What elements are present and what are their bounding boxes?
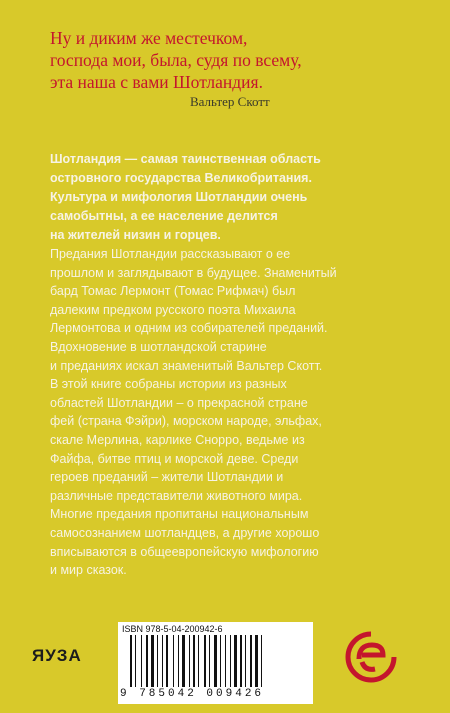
lead-line: самобытны, а ее население делится	[50, 209, 278, 223]
epigraph-line: господа мои, была, судя по всему,	[50, 50, 302, 70]
body-line: Предания Шотландии рассказывают о ее	[50, 247, 291, 261]
body-line: вписываются в общеевропейскую мифологию	[50, 544, 319, 559]
barcode-bar	[255, 635, 258, 687]
body-line: областей Шотландии – о прекрасной стране	[50, 395, 308, 410]
barcode-bar	[240, 635, 242, 687]
body-line: различные представители животного мира.	[50, 488, 303, 503]
body-line: Многие предания пропитаны национальным	[50, 507, 309, 522]
body-paragraph	[50, 245, 430, 580]
barcode-bar	[214, 635, 217, 687]
barcode-bars	[130, 635, 302, 687]
body-line: далеким предком русского поэта Михаила	[50, 302, 296, 317]
barcode-bar	[198, 635, 199, 687]
barcode-block	[118, 622, 313, 704]
eksmo-logo-icon	[345, 631, 397, 683]
barcode-bar	[141, 635, 142, 687]
body-line: В этой книге собраны истории из разных	[50, 377, 287, 392]
body-line: и преданиях искал знаменитый Вальтер Скотт.	[50, 358, 323, 373]
body-line: прошлом и заглядывают в будущее. Знаменитый	[50, 265, 337, 280]
lead-line: островного государства Великобритания.	[50, 171, 312, 185]
barcode-bar	[250, 635, 252, 687]
lead-line: Шотландия — самая таинственная область	[50, 152, 321, 166]
barcode-bar	[261, 635, 262, 687]
barcode-bar	[230, 635, 231, 687]
barcode-bar	[245, 635, 246, 687]
lead-line: Культура и мифология Шотландии очень	[50, 190, 308, 204]
body-line: Вдохновение в шотландской старине	[50, 339, 267, 354]
barcode-bar	[151, 635, 154, 687]
epigraph-author: Вальтер Скотт	[190, 94, 270, 109]
body-line: героев преданий – жители Шотландии и	[50, 470, 284, 485]
barcode-bar	[162, 635, 163, 687]
publisher-logo: ЯУЗА	[32, 646, 82, 665]
barcode-bar	[189, 635, 190, 687]
barcode-bar	[146, 635, 148, 687]
body-line: и мир сказок.	[50, 563, 127, 578]
epigraph-line: эта наша с вами Шотландия.	[50, 72, 263, 92]
body-line: бард Томас Лермонт (Томас Рифмач) был	[50, 284, 296, 299]
epigraph-line: Ну и диким же местечком,	[50, 28, 248, 48]
body-line: Файфа, битве птиц и морской деве. Среди	[50, 451, 299, 466]
body-line: Лермонтова и одним из собирателей преданий.	[50, 321, 328, 336]
barcode-bar	[182, 635, 185, 687]
body-line: фей (страна Фэйри), морском народе, эльфах,	[50, 414, 322, 429]
barcode-bar	[234, 635, 237, 687]
body-line: самосознанием шотландцев, а другие хорошо	[50, 525, 320, 540]
barcode-bar	[225, 635, 226, 687]
barcode-bar	[204, 635, 206, 687]
barcode-bar	[220, 635, 221, 687]
barcode-number: 9 785042 009426	[120, 688, 265, 700]
lead-paragraph	[50, 150, 430, 245]
isbn-text: ISBN 978-5-04-200942-6	[122, 624, 223, 634]
barcode-bar	[135, 635, 136, 687]
epigraph	[50, 27, 430, 93]
barcode-bar	[193, 635, 195, 687]
barcode-bar	[178, 635, 179, 687]
barcode-bar	[209, 635, 210, 687]
barcode-bar	[173, 635, 174, 687]
body-line: скале Мерлина, карлике Снорро, ведьме из	[50, 432, 305, 447]
barcode-bar	[166, 635, 168, 687]
barcode-bar	[130, 635, 132, 687]
lead-line: на жителей низин и горцев.	[50, 228, 221, 242]
barcode-bar	[157, 635, 158, 687]
